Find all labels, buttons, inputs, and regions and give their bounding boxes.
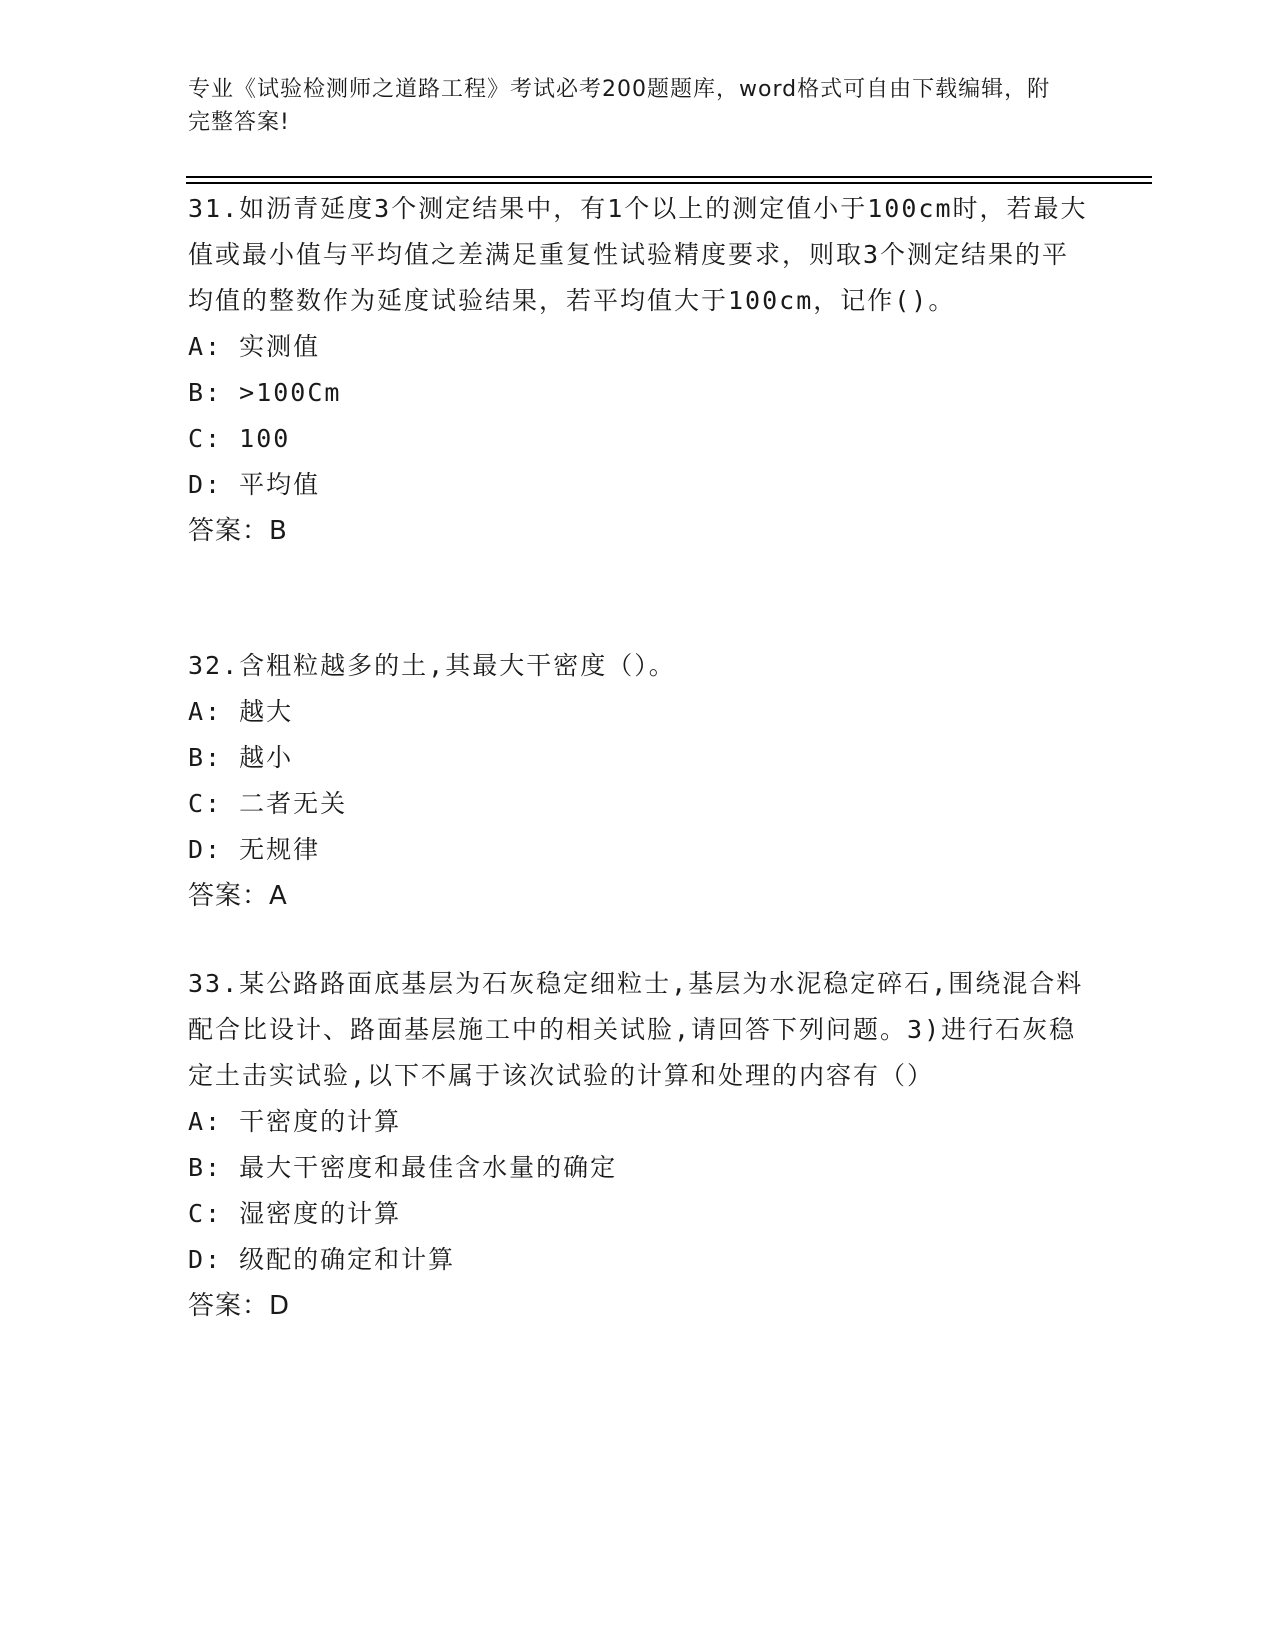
header-divider-top bbox=[186, 176, 1152, 178]
answer-line: 答案：A bbox=[188, 881, 288, 911]
question-33 bbox=[188, 961, 1088, 1329]
question-32 bbox=[188, 643, 1088, 919]
option-a: A: 干密度的计算 bbox=[188, 1107, 402, 1136]
option-a: A: 越大 bbox=[188, 697, 294, 726]
option-c: C: 湿密度的计算 bbox=[188, 1199, 402, 1228]
option-b: B: 最大干密度和最佳含水量的确定 bbox=[188, 1153, 618, 1182]
header-divider-bottom bbox=[186, 182, 1152, 184]
option-c: C: 100 bbox=[188, 424, 291, 453]
document-title: 专业《试验检测师之道路工程》考试必考200题题库，word格式可自由下载编辑，附完整答案! bbox=[188, 77, 1051, 135]
option-a: A: 实测值 bbox=[188, 332, 321, 361]
question-31 bbox=[188, 186, 1088, 554]
question-stem: 33.某公路路面底基层为石灰稳定细粒士,基层为水泥稳定碎石,围绕混合料配合比设计、路面基层施工中的相关试脸,请回答下列问题。3)进行石灰稳定土击实试验,以下不属于该次试验的计算和处理的内容有（） bbox=[188, 969, 1084, 1090]
option-d: D: 平均值 bbox=[188, 470, 321, 499]
option-b: B: 越小 bbox=[188, 743, 294, 772]
option-c: C: 二者无关 bbox=[188, 789, 348, 818]
question-stem: 32.含粗粒越多的土,其最大干密度（）。 bbox=[188, 651, 676, 680]
option-d: D: 无规律 bbox=[188, 835, 321, 864]
option-b: B: >100Cm bbox=[188, 378, 342, 407]
option-d: D: 级配的确定和计算 bbox=[188, 1245, 456, 1274]
answer-line: 答案：D bbox=[188, 1291, 291, 1321]
question-stem: 31.如沥青延度3个测定结果中，有1个以上的测定值小于100cm时，若最大值或最小值与平均值之差满足重复性试验精度要求，则取3个测定结果的平均值的整数作为延度试验结果，若平均值大于100cm，记作()。 bbox=[188, 194, 1088, 315]
answer-line: 答案：B bbox=[188, 516, 288, 546]
